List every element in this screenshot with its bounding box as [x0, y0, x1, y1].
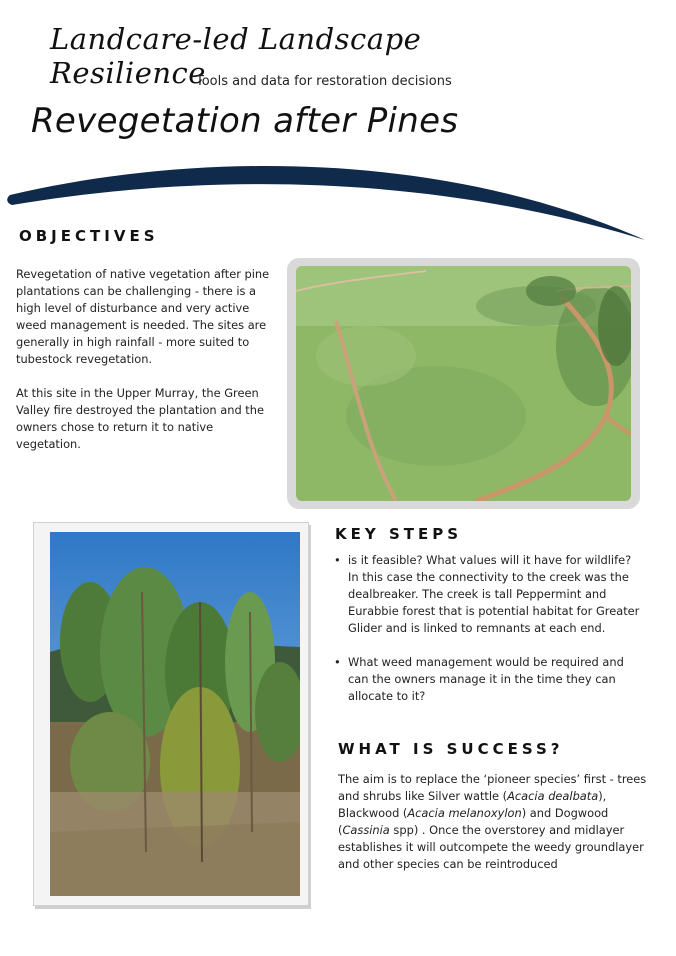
tagline: Tools and data for restoration decisions [196, 74, 452, 89]
key-step-item [334, 552, 644, 637]
success-text [338, 771, 648, 873]
species-name: Cassinia [342, 823, 390, 837]
key-step-item [334, 654, 644, 705]
key-step-text: is it feasible? What values will it have for wildlife? In this case the connectivity to the creek was the dealbreaker. The creek is tall Peppermint and Eurabbie forest that is potential habitat for Greater Glider and is linked to remnants at each end. [348, 553, 640, 635]
success-paragraph: The aim is to replace the ‘pioneer species’ first - trees and shrubs like Silver wattle (Acacia dealbata), Blackwood (Acacia melanoxylon) and Dogwood (Cassinia spp) . Once the overstorey and midlayer establishes it will outcompete the weedy groundlayer and other species can be reintroduced [338, 772, 647, 871]
objectives-text [16, 266, 278, 453]
vegetation-photo-frame [33, 522, 309, 906]
bullet-icon: • [334, 553, 341, 567]
aerial-site-photo [296, 266, 631, 501]
aerial-photo-frame [287, 258, 640, 509]
key-steps-heading: KEY STEPS [335, 525, 463, 543]
key-steps-list [334, 552, 644, 722]
key-step-text: What weed management would be required and can the owners manage it in the time they can allocate to it? [348, 655, 624, 703]
revegetation-site-photo [50, 532, 300, 896]
page-title: Revegetation after Pines [31, 101, 459, 141]
species-name: Acacia melanoxylon [407, 806, 522, 820]
success-heading: WHAT IS SUCCESS? [338, 740, 564, 758]
species-name: Acacia dealbata [507, 789, 599, 803]
objectives-paragraph-2: At this site in the Upper Murray, the Green Valley fire destroyed the plantation and the owners chose to return it to native vegetation. [16, 386, 265, 451]
objectives-paragraph-1: Revegetation of native vegetation after pine plantations can be challenging - there is a high level of disturbance and very active weed management is needed. The sites are generally in high rainfall - more suited to tubestock revegetation. [16, 267, 270, 366]
script-title: Landcare-led Landscape Resilience [50, 22, 422, 90]
objectives-heading: OBJECTIVES [19, 227, 159, 245]
bullet-icon: • [334, 655, 341, 669]
